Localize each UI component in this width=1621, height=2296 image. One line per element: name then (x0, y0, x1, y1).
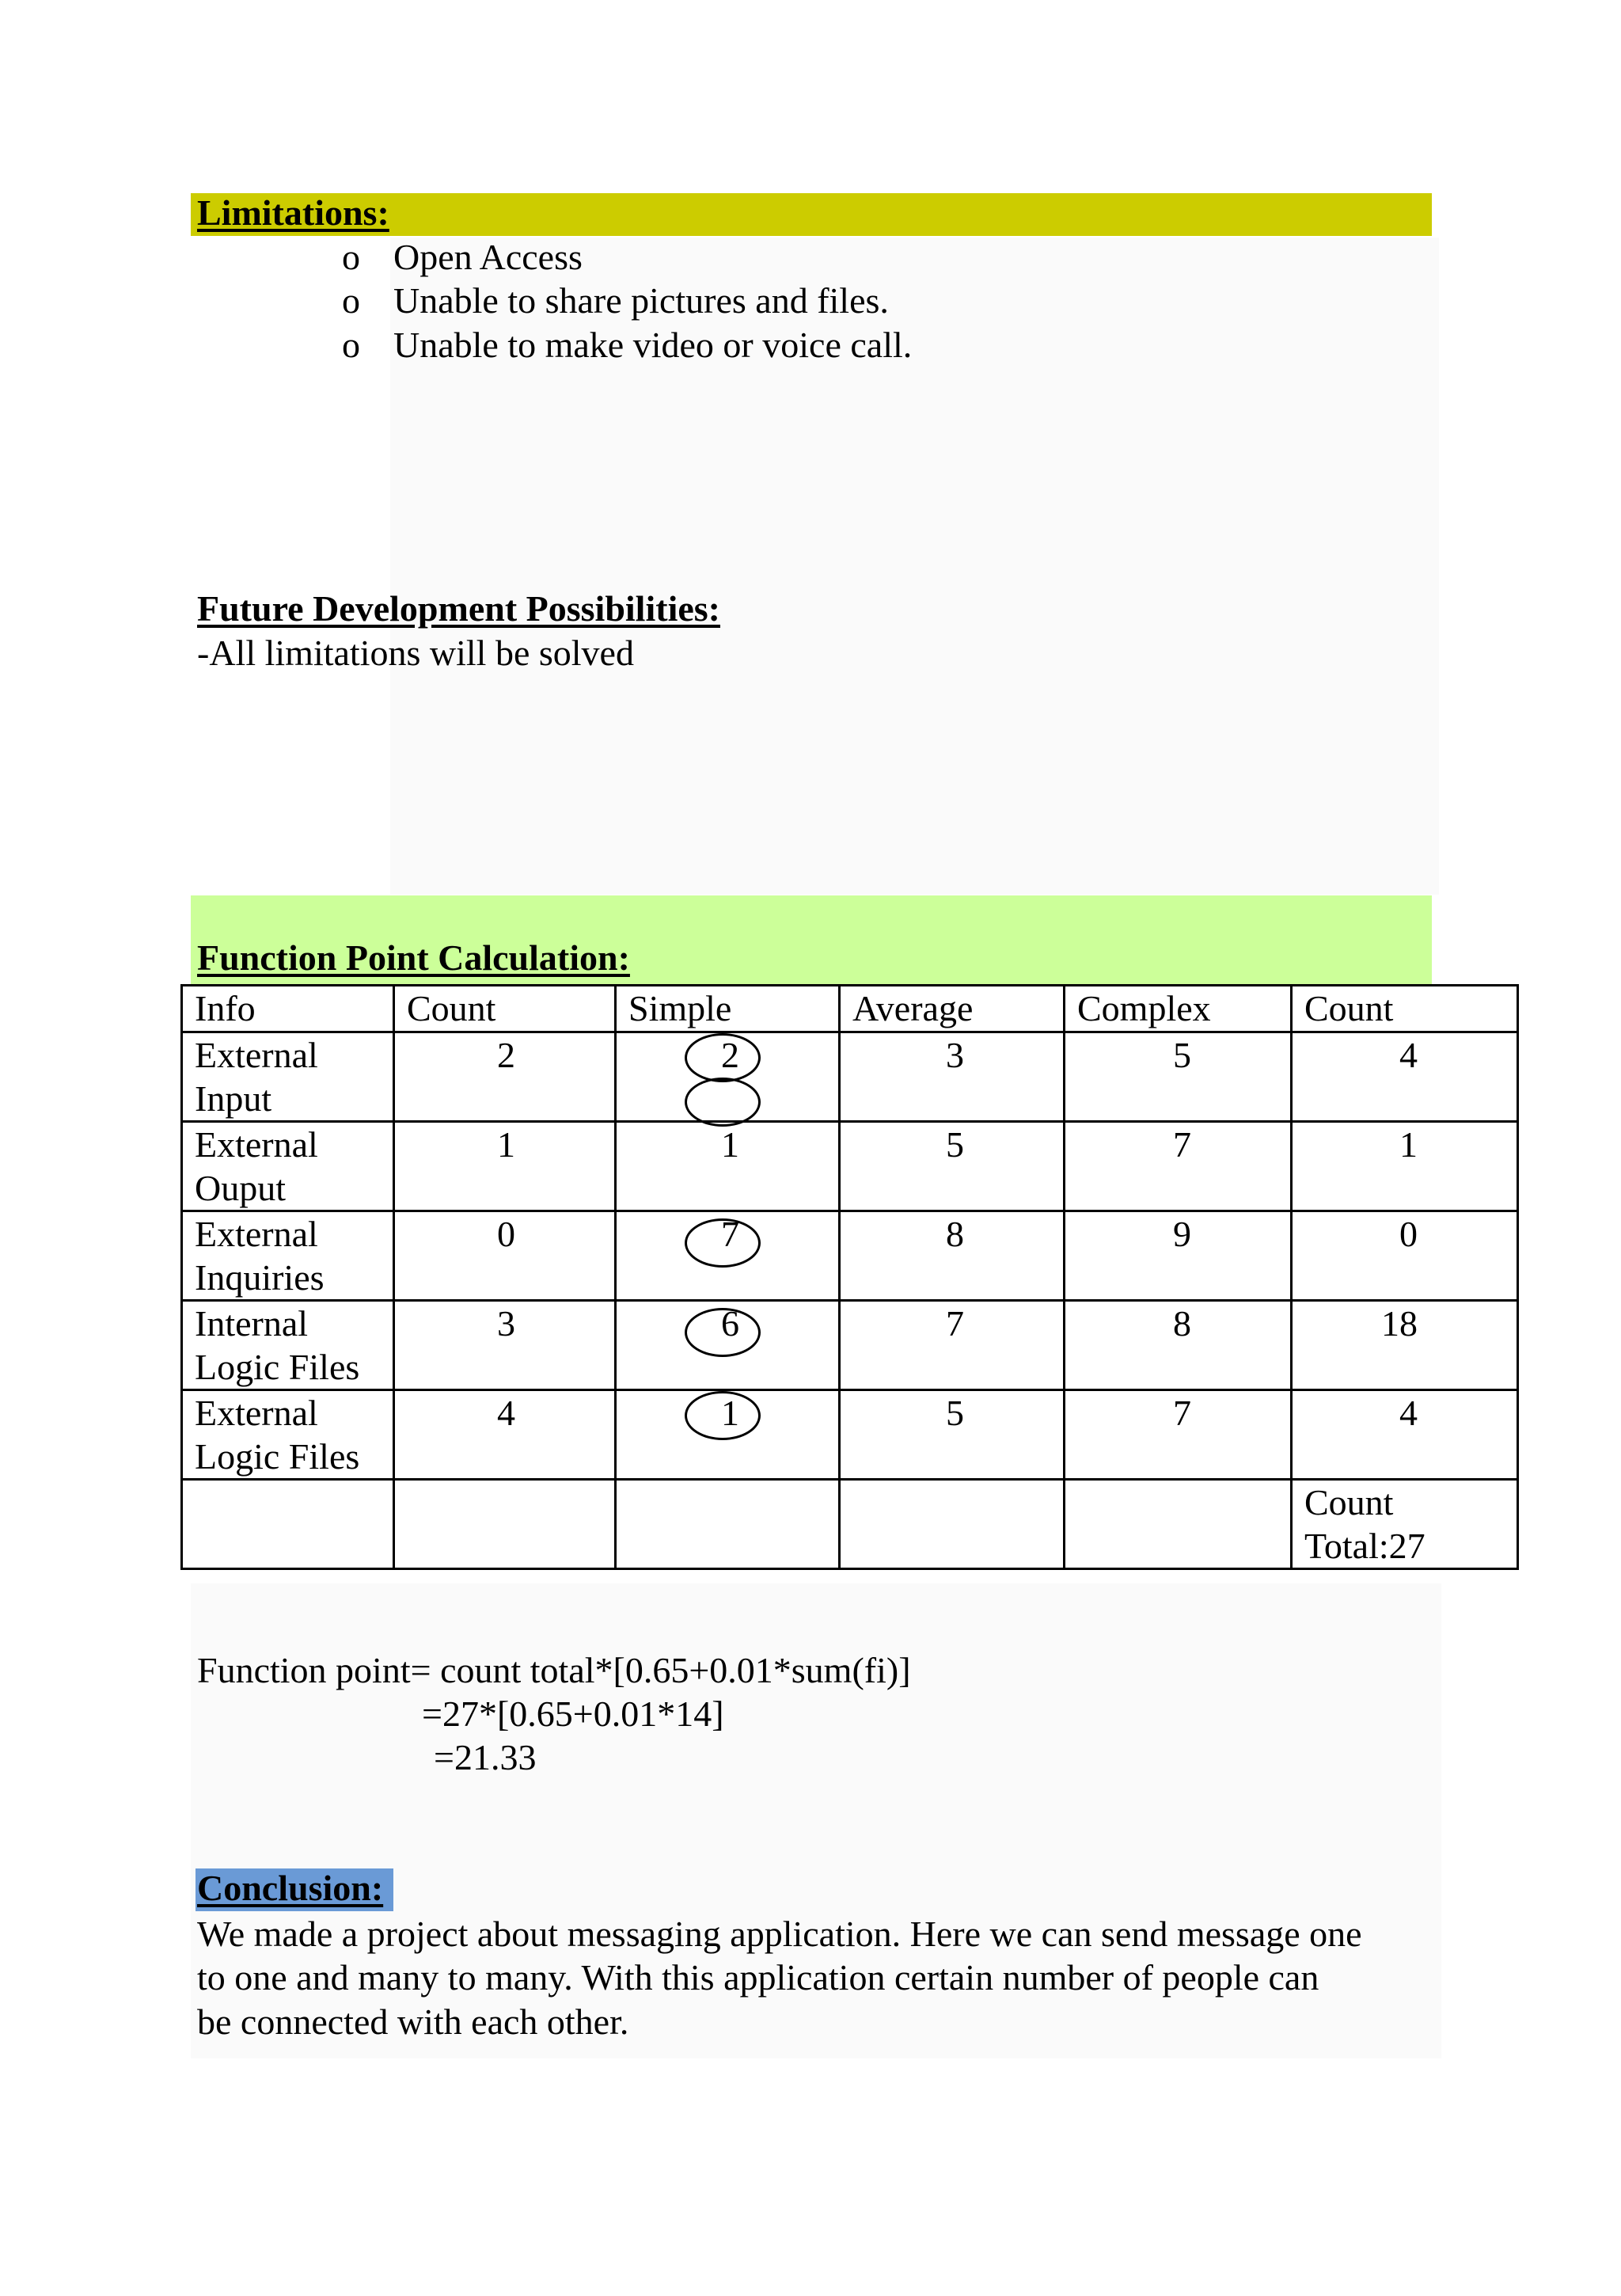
count-total-cell (1292, 1480, 1518, 1569)
column-header: Count (1292, 986, 1518, 1032)
total-cell (1292, 1122, 1518, 1211)
cell-value: 5 (946, 1124, 964, 1165)
total-cell (1292, 1032, 1518, 1122)
simple-cell (616, 1211, 840, 1301)
count-cell (394, 1032, 616, 1122)
average-cell (840, 1301, 1065, 1390)
complex-cell (1065, 1122, 1292, 1211)
average-cell (840, 1122, 1065, 1211)
info-line: Logic Files (195, 1347, 360, 1387)
info-line: Input (195, 1078, 272, 1119)
empty-cell (616, 1480, 840, 1569)
conclusion-text-line: to one and many to many. With this application certain number of people can (197, 1957, 1319, 1998)
cell-value: 7 (1173, 1393, 1191, 1433)
cell-value: 1 (497, 1124, 515, 1165)
bullet-icon: o (342, 325, 360, 365)
conclusion-heading: Conclusion: (197, 1868, 384, 1908)
total-cell (1292, 1301, 1518, 1390)
info-line: Internal (195, 1303, 309, 1344)
average-cell (840, 1211, 1065, 1301)
conclusion-text-line: We made a project about messaging application. Here we can send message one (197, 1914, 1362, 1954)
future-heading: Future Development Possibilities: (197, 588, 720, 629)
cell-value: 1 (721, 1124, 739, 1165)
count-cell (394, 1122, 616, 1211)
column-header: Average (840, 986, 1065, 1032)
info-line: Logic Files (195, 1436, 360, 1477)
cell-value: 7 (946, 1303, 964, 1344)
limitation-item: Unable to share pictures and files. (393, 280, 889, 321)
complex-cell (1065, 1032, 1292, 1122)
count-cell (394, 1390, 616, 1480)
info-line: External (195, 1035, 318, 1075)
empty-cell (182, 1480, 394, 1569)
info-cell (182, 1390, 394, 1480)
cell-value: 8 (946, 1214, 964, 1254)
average-cell (840, 1032, 1065, 1122)
info-line: External (195, 1393, 318, 1433)
table-header-row (182, 986, 1518, 1032)
cell-value: 3 (946, 1035, 964, 1075)
cell-value: 6 (721, 1303, 739, 1344)
circle-mark (685, 1391, 761, 1440)
column-header: Complex (1065, 986, 1292, 1032)
info-cell (182, 1301, 394, 1390)
circle-mark (685, 1078, 761, 1127)
cell-value: 4 (497, 1393, 515, 1433)
cell-value: 7 (1173, 1124, 1191, 1165)
column-header: Count (394, 986, 616, 1032)
empty-cell (840, 1480, 1065, 1569)
count-total-line: Total:27 (1304, 1526, 1425, 1566)
table-row (182, 1211, 1518, 1301)
simple-cell (616, 1122, 840, 1211)
complex-cell (1065, 1301, 1292, 1390)
info-cell (182, 1211, 394, 1301)
cell-value: 1 (1399, 1124, 1418, 1165)
info-line: External (195, 1124, 318, 1165)
simple-cell (616, 1032, 840, 1122)
cell-value: 18 (1381, 1303, 1418, 1344)
average-cell (840, 1390, 1065, 1480)
circle-mark (685, 1033, 761, 1082)
function-point-table (180, 984, 1519, 1570)
complex-cell (1065, 1211, 1292, 1301)
limitation-item: Unable to make video or voice call. (393, 325, 913, 365)
empty-cell (1065, 1480, 1292, 1569)
cell-value: 0 (497, 1214, 515, 1254)
count-cell (394, 1211, 616, 1301)
total-cell (1292, 1211, 1518, 1301)
cell-value: 0 (1399, 1214, 1418, 1254)
info-line: Inquiries (195, 1257, 325, 1298)
info-cell (182, 1122, 394, 1211)
bullet-icon: o (342, 237, 360, 277)
circle-mark (685, 1308, 761, 1357)
info-line: External (195, 1214, 318, 1254)
cell-value: 4 (1399, 1035, 1418, 1075)
limitation-item: Open Access (393, 237, 583, 277)
cell-value: 2 (497, 1035, 515, 1075)
column-header: Simple (616, 986, 840, 1032)
info-cell (182, 1032, 394, 1122)
cell-value: 8 (1173, 1303, 1191, 1344)
cell-value: 3 (497, 1303, 515, 1344)
cell-value: 7 (721, 1214, 739, 1254)
cell-value: 5 (1173, 1035, 1191, 1075)
column-header: Info (182, 986, 394, 1032)
function-point-heading: Function Point Calculation: (197, 937, 630, 978)
cell-value: 4 (1399, 1393, 1418, 1433)
table-row (182, 1032, 1518, 1122)
cell-value: 2 (721, 1035, 739, 1075)
cell-value: 9 (1173, 1214, 1191, 1254)
cell-value: 5 (946, 1393, 964, 1433)
empty-cell (394, 1480, 616, 1569)
total-cell (1292, 1390, 1518, 1480)
count-total-line: Count (1304, 1482, 1394, 1522)
table-row (182, 1390, 1518, 1480)
cell-value: 1 (721, 1393, 739, 1433)
simple-cell (616, 1301, 840, 1390)
formula-line: =27*[0.65+0.01*14] (422, 1693, 724, 1734)
table-row (182, 1301, 1518, 1390)
table-row (182, 1122, 1518, 1211)
conclusion-text-line: be connected with each other. (197, 2001, 629, 2042)
table-footer-row (182, 1480, 1518, 1569)
bullet-icon: o (342, 280, 360, 321)
count-cell (394, 1301, 616, 1390)
info-line: Ouput (195, 1168, 286, 1208)
circle-mark (685, 1218, 761, 1268)
future-text: -All limitations will be solved (197, 633, 634, 673)
formula-line: Function point= count total*[0.65+0.01*sum(fi)] (197, 1650, 911, 1690)
complex-cell (1065, 1390, 1292, 1480)
formula-line: =21.33 (434, 1737, 537, 1777)
limitations-heading: Limitations: (197, 192, 389, 233)
simple-cell (616, 1390, 840, 1480)
